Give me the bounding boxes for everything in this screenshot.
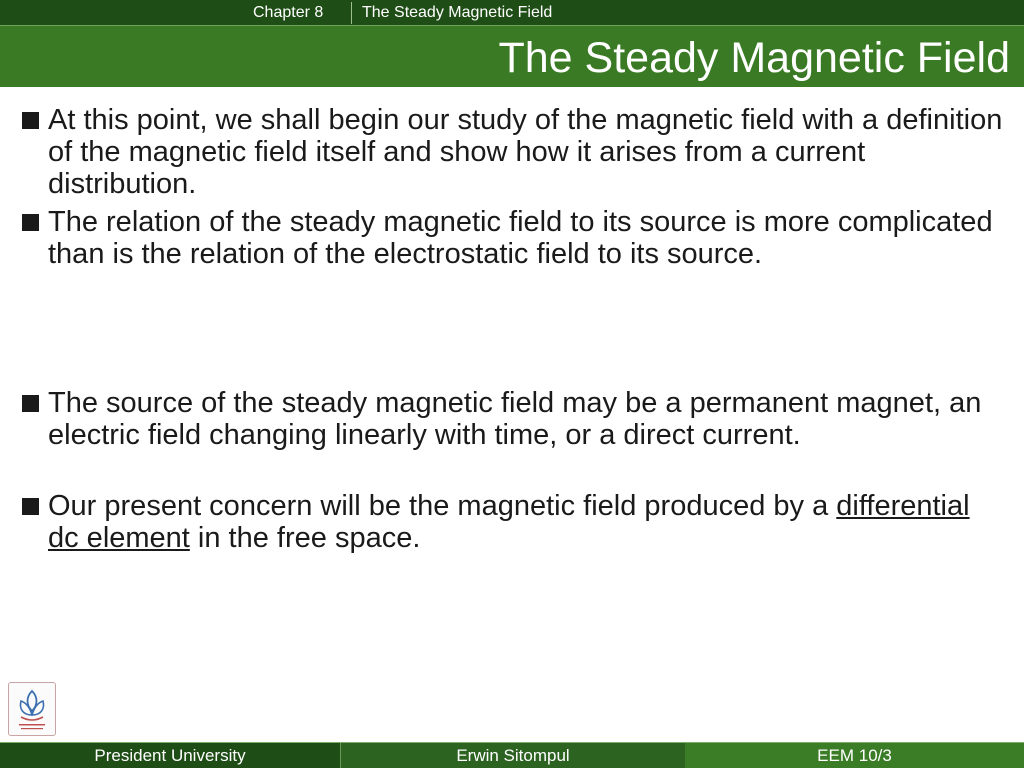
breadcrumb-chapter: Chapter 8	[253, 4, 324, 21]
square-bullet-icon	[22, 395, 39, 412]
footer-page: EEM 10/3	[685, 743, 1024, 768]
footer	[0, 742, 1024, 768]
logo-graphic	[9, 683, 55, 735]
breadcrumb-bar	[0, 0, 1024, 25]
breadcrumb-divider	[351, 2, 352, 24]
underlined-term: differential dc element	[48, 490, 970, 554]
footer-institution: President University	[0, 743, 340, 768]
bullet-text-4	[48, 490, 1008, 554]
breadcrumb-section: The Steady Magnetic Field	[362, 4, 553, 21]
slide-title: The Steady Magnetic Field	[498, 34, 1010, 82]
bullet-text-2: The relation of the steady magnetic field to its source is more complicated than is the relation of the electrostatic field to its source.	[48, 206, 993, 270]
bullet-text-4-start: Our present concern will be the magnetic field produced by a	[48, 490, 837, 522]
square-bullet-icon	[22, 498, 39, 515]
footer-author: Erwin Sitompul	[340, 743, 685, 768]
bullet-text-3: The source of the steady magnetic field may be a permanent magnet, an electric field changing linearly with time, or a direct current.	[48, 387, 982, 451]
president-university-logo-icon	[8, 682, 56, 736]
bullet-text-4-end: in the free space.	[189, 522, 421, 554]
square-bullet-icon	[22, 112, 39, 129]
title-bar	[0, 25, 1024, 87]
bullet-text-1: At this point, we shall begin our study of the magnetic field with a definition of the magnetic field itself and show how it arises from a current distribution.	[48, 104, 1003, 200]
square-bullet-icon	[22, 214, 39, 231]
